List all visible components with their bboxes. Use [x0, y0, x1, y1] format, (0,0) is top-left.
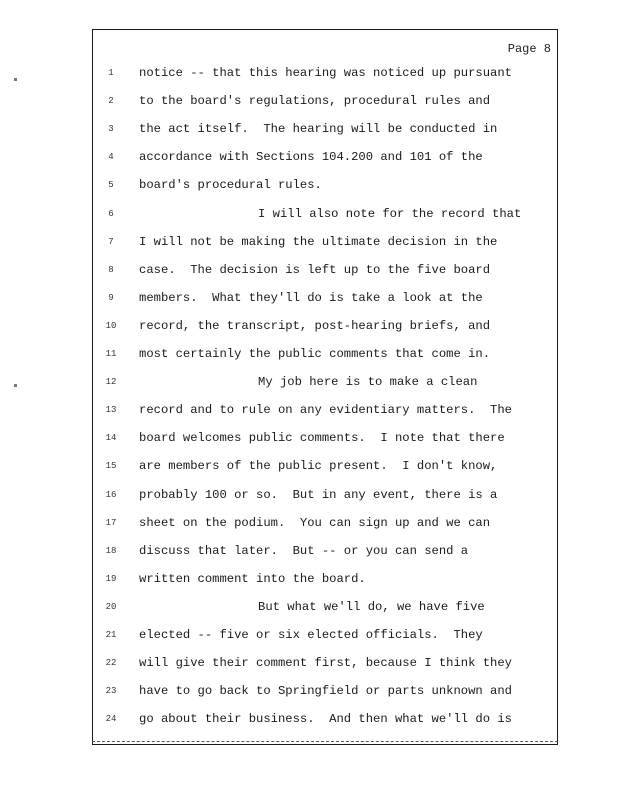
line-text: will give their comment first, because I think they — [139, 656, 512, 671]
transcript-line — [93, 175, 557, 195]
line-number: 14 — [105, 433, 117, 444]
line-number: 10 — [105, 320, 117, 331]
line-text: go about their business. And then what we'll do is — [139, 712, 512, 727]
line-number: 21 — [105, 630, 117, 640]
line-number: 16 — [105, 489, 117, 500]
line-number: 22 — [105, 658, 117, 669]
transcript-line — [93, 288, 557, 308]
line-number: 20 — [105, 601, 117, 612]
line-number: 24 — [105, 714, 117, 725]
line-text: are members of the public present. I don't know, — [139, 459, 498, 474]
line-number: 9 — [108, 292, 114, 303]
margin-mark — [14, 384, 17, 387]
line-text: But what we'll do, we have five — [258, 599, 485, 614]
transcript-line — [93, 316, 557, 336]
transcript-line — [93, 485, 557, 505]
transcript-line — [93, 91, 557, 111]
line-text: sheet on the podium. You can sign up and we can — [139, 515, 491, 530]
line-text: notice -- that this hearing was noticed up pursuant — [139, 66, 512, 80]
transcript-line — [93, 569, 557, 589]
line-text: My job here is to make a clean — [258, 375, 478, 390]
line-number: 17 — [105, 517, 117, 528]
transcript-page — [92, 29, 558, 745]
page-number: Page 8 — [507, 42, 551, 56]
line-number: 2 — [108, 96, 114, 107]
line-text: board's procedural rules. — [139, 178, 322, 193]
line-number: 11 — [105, 349, 117, 359]
transcript-line — [93, 541, 557, 561]
line-number: 5 — [108, 180, 114, 191]
line-number: 13 — [105, 405, 117, 416]
transcript-line — [93, 400, 557, 420]
transcript-line — [93, 681, 557, 701]
line-text: members. What they'll do is take a look at the — [139, 290, 483, 305]
transcript-line — [93, 372, 557, 392]
line-number: 6 — [108, 208, 114, 219]
line-text: probably 100 or so. But in any event, there is a — [139, 487, 498, 502]
transcript-line — [93, 119, 557, 139]
transcript-line — [93, 456, 557, 476]
line-text: elected -- five or six elected officials. They — [139, 628, 483, 642]
line-text: most certainly the public comments that come in. — [139, 347, 491, 361]
transcript-line — [93, 63, 557, 83]
line-number: 3 — [108, 124, 114, 135]
transcript-line — [93, 232, 557, 252]
transcript-line — [93, 428, 557, 448]
line-text: written comment into the board. — [139, 571, 366, 586]
line-text: I will also note for the record that — [258, 206, 522, 221]
line-text: the act itself. The hearing will be conducted in — [139, 122, 498, 137]
line-number: 8 — [108, 264, 114, 275]
line-number: 19 — [105, 573, 117, 584]
line-text: record, the transcript, post-hearing briefs, and — [139, 318, 491, 333]
line-number: 15 — [105, 461, 117, 472]
margin-mark — [14, 78, 17, 81]
line-text: I will not be making the ultimate decision in the — [139, 234, 498, 249]
transcript-line — [93, 147, 557, 167]
transcript-line — [93, 709, 557, 729]
line-text: to the board's regulations, procedural rules and — [139, 94, 491, 109]
line-number: 23 — [105, 686, 117, 697]
line-text: record and to rule on any evidentiary matters. The — [139, 403, 512, 418]
transcript-line — [93, 625, 557, 645]
line-number: 7 — [108, 236, 114, 247]
line-text: board welcomes public comments. I note that there — [139, 431, 505, 446]
line-number: 1 — [108, 68, 114, 78]
transcript-line — [93, 597, 557, 617]
line-number: 12 — [105, 377, 117, 388]
line-number: 18 — [105, 545, 117, 556]
line-text: case. The decision is left up to the five board — [139, 262, 491, 277]
transcript-line — [93, 653, 557, 673]
line-number: 4 — [108, 152, 114, 163]
transcript-line — [93, 513, 557, 533]
line-text: accordance with Sections 104.200 and 101 of the — [139, 150, 483, 165]
transcript-line — [93, 260, 557, 280]
line-text: have to go back to Springfield or parts unknown and — [139, 684, 512, 699]
transcript-line — [93, 344, 557, 364]
transcript-line — [93, 204, 557, 224]
line-text: discuss that later. But -- or you can send a — [139, 543, 469, 558]
